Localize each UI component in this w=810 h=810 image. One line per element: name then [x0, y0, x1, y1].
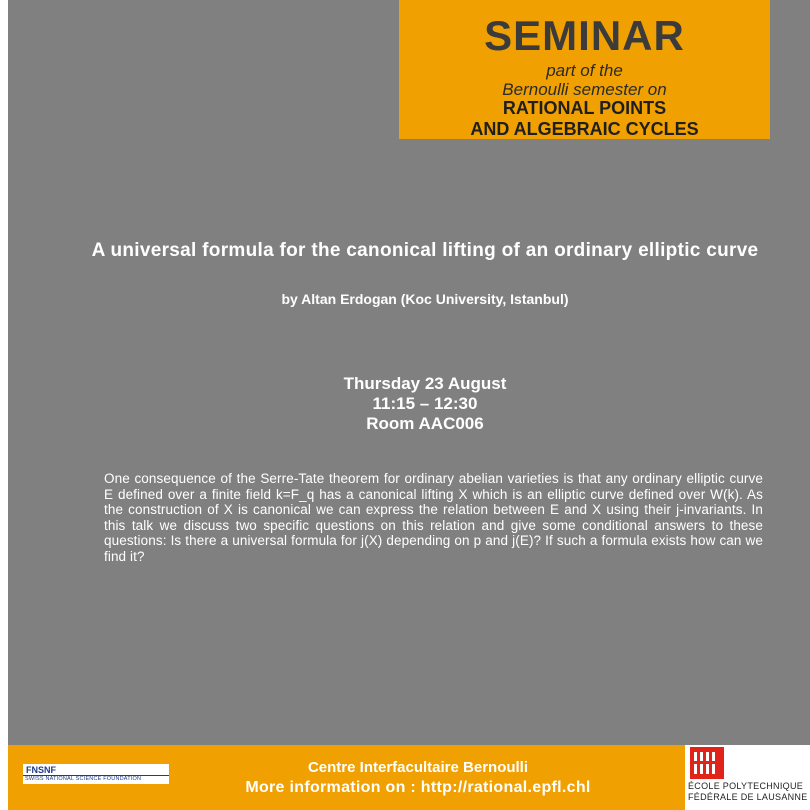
schedule-time: 11:15 – 12:30 [372, 394, 478, 413]
footer-bar [8, 745, 810, 810]
banner-subtitle-1: part of the [546, 61, 623, 80]
snf-name: SWISS NATIONAL SCIENCE FOUNDATION [25, 776, 142, 782]
abstract-text: One consequence of the Serre-Tate theorem for ordinary abelian varieties is that any ordinary elliptic curve E defined over a finite field k=F_q has a canonical lifting X which is an elliptic curve defined over W(k). As the construction of X is canonical we can express the relation between E and X using their j-invariants. In this talk we discuss two specific questions on this relation and give some conditional answers to these questions: Is there a universal formula for j(X) depending on p and j(E)? If such a formula exists how can we find it? [104, 471, 763, 564]
epfl-logo-mark-icon [690, 747, 724, 779]
epfl-logo [685, 745, 810, 810]
seminar-banner [399, 0, 770, 139]
talk-title: A universal formula for the canonical lifting of an ordinary elliptic curve [91, 240, 759, 261]
speaker-line: by Altan Erdogan (Koc University, Istanbul) [281, 291, 569, 307]
footer-institution: Centre Interfacultaire Bernoulli [307, 759, 529, 776]
banner-subtitle-2: Bernoulli semester on [502, 80, 667, 99]
snf-logo [23, 764, 169, 784]
epfl-name-line-1: ÉCOLE POLYTECHNIQUE [688, 781, 804, 791]
schedule-date: Thursday 23 August [343, 374, 507, 393]
snf-mark: FNSNF [26, 765, 56, 775]
schedule-room: Room AAC006 [366, 414, 484, 433]
epfl-name-line-2: FÉDÉRALE DE LAUSANNE [688, 792, 808, 802]
banner-topic-1: RATIONAL POINTS [502, 98, 667, 118]
footer-more-info[interactable]: More information on : http://rational.epfl.chl [245, 779, 591, 796]
banner-title: SEMINAR [484, 12, 685, 59]
banner-topic-2: AND ALGEBRAIC CYCLES [470, 119, 699, 139]
schedule-block [225, 374, 625, 434]
